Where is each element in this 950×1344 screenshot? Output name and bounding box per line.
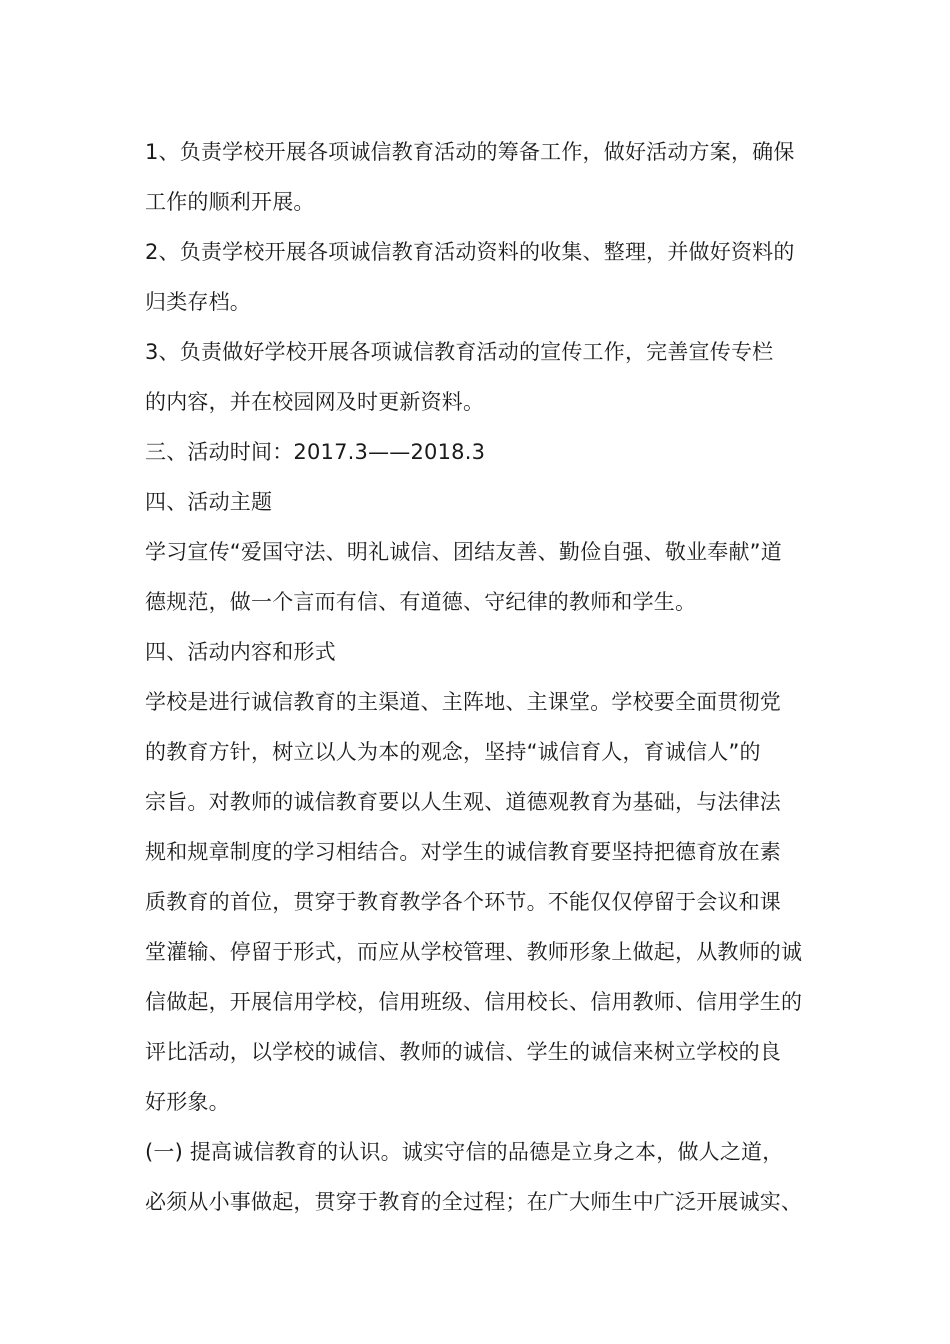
- text-line-15: 规和规章制度的学习相结合。对学生的诚信教育要坚持把德育放在素: [145, 840, 781, 864]
- text-line-5: 3、负责做好学校开展各项诚信教育活动的宣传工作，完善宣传专栏: [145, 340, 774, 364]
- text-line-4: 归类存档。: [145, 290, 251, 314]
- text-line-14: 宗旨。对教师的诚信教育要以人生观、道德观教育为基础，与法律法: [145, 790, 781, 814]
- text-line-16: 质教育的首位，贯穿于教育教学各个环节。不能仅仅停留于会议和课: [145, 890, 781, 914]
- text-line-12: 学校是进行诚信教育的主渠道、主阵地、主课堂。学校要全面贯彻党: [145, 690, 781, 714]
- section-heading-activity-content: 四、活动内容和形式: [145, 640, 336, 664]
- section-heading-activity-theme: 四、活动主题: [145, 490, 273, 514]
- text-line-20: 好形象。: [145, 1090, 230, 1114]
- text-line-6: 的内容，并在校园网及时更新资料。: [145, 390, 485, 414]
- text-line-21: (一) 提高诚信教育的认识。诚实守信的品德是立身之本，做人之道，: [145, 1140, 784, 1164]
- text-line-17: 堂灌输、停留于形式，而应从学校管理、教师形象上做起，从教师的诚: [145, 940, 803, 964]
- text-line-1: 1、负责学校开展各项诚信教育活动的筹备工作，做好活动方案，确保: [145, 140, 795, 164]
- text-line-10: 德规范，做一个言而有信、有道德、守纪律的教师和学生。: [145, 590, 697, 614]
- document-page: [145, 127, 813, 1227]
- section-heading-activity-time: 三、活动时间：2017.3——2018.3: [145, 440, 486, 464]
- text-line-18: 信做起，开展信用学校，信用班级、信用校长、信用教师、信用学生的: [145, 990, 803, 1014]
- text-line-2: 工作的顺利开展。: [145, 190, 315, 214]
- text-line-3: 2、负责学校开展各项诚信教育活动资料的收集、整理，并做好资料的: [145, 240, 795, 264]
- text-line-22: 必须从小事做起，贯穿于教育的全过程；在广大师生中广泛开展诚实、: [145, 1190, 803, 1214]
- text-line-13: 的教育方针，树立以人为本的观念，坚持“诚信育人，育诚信人”的: [145, 740, 761, 764]
- text-line-19: 评比活动，以学校的诚信、教师的诚信、学生的诚信来树立学校的良: [145, 1040, 781, 1064]
- text-line-9: 学习宣传“爱国守法、明礼诚信、团结友善、勤俭自强、敬业奉献”道: [145, 540, 782, 564]
